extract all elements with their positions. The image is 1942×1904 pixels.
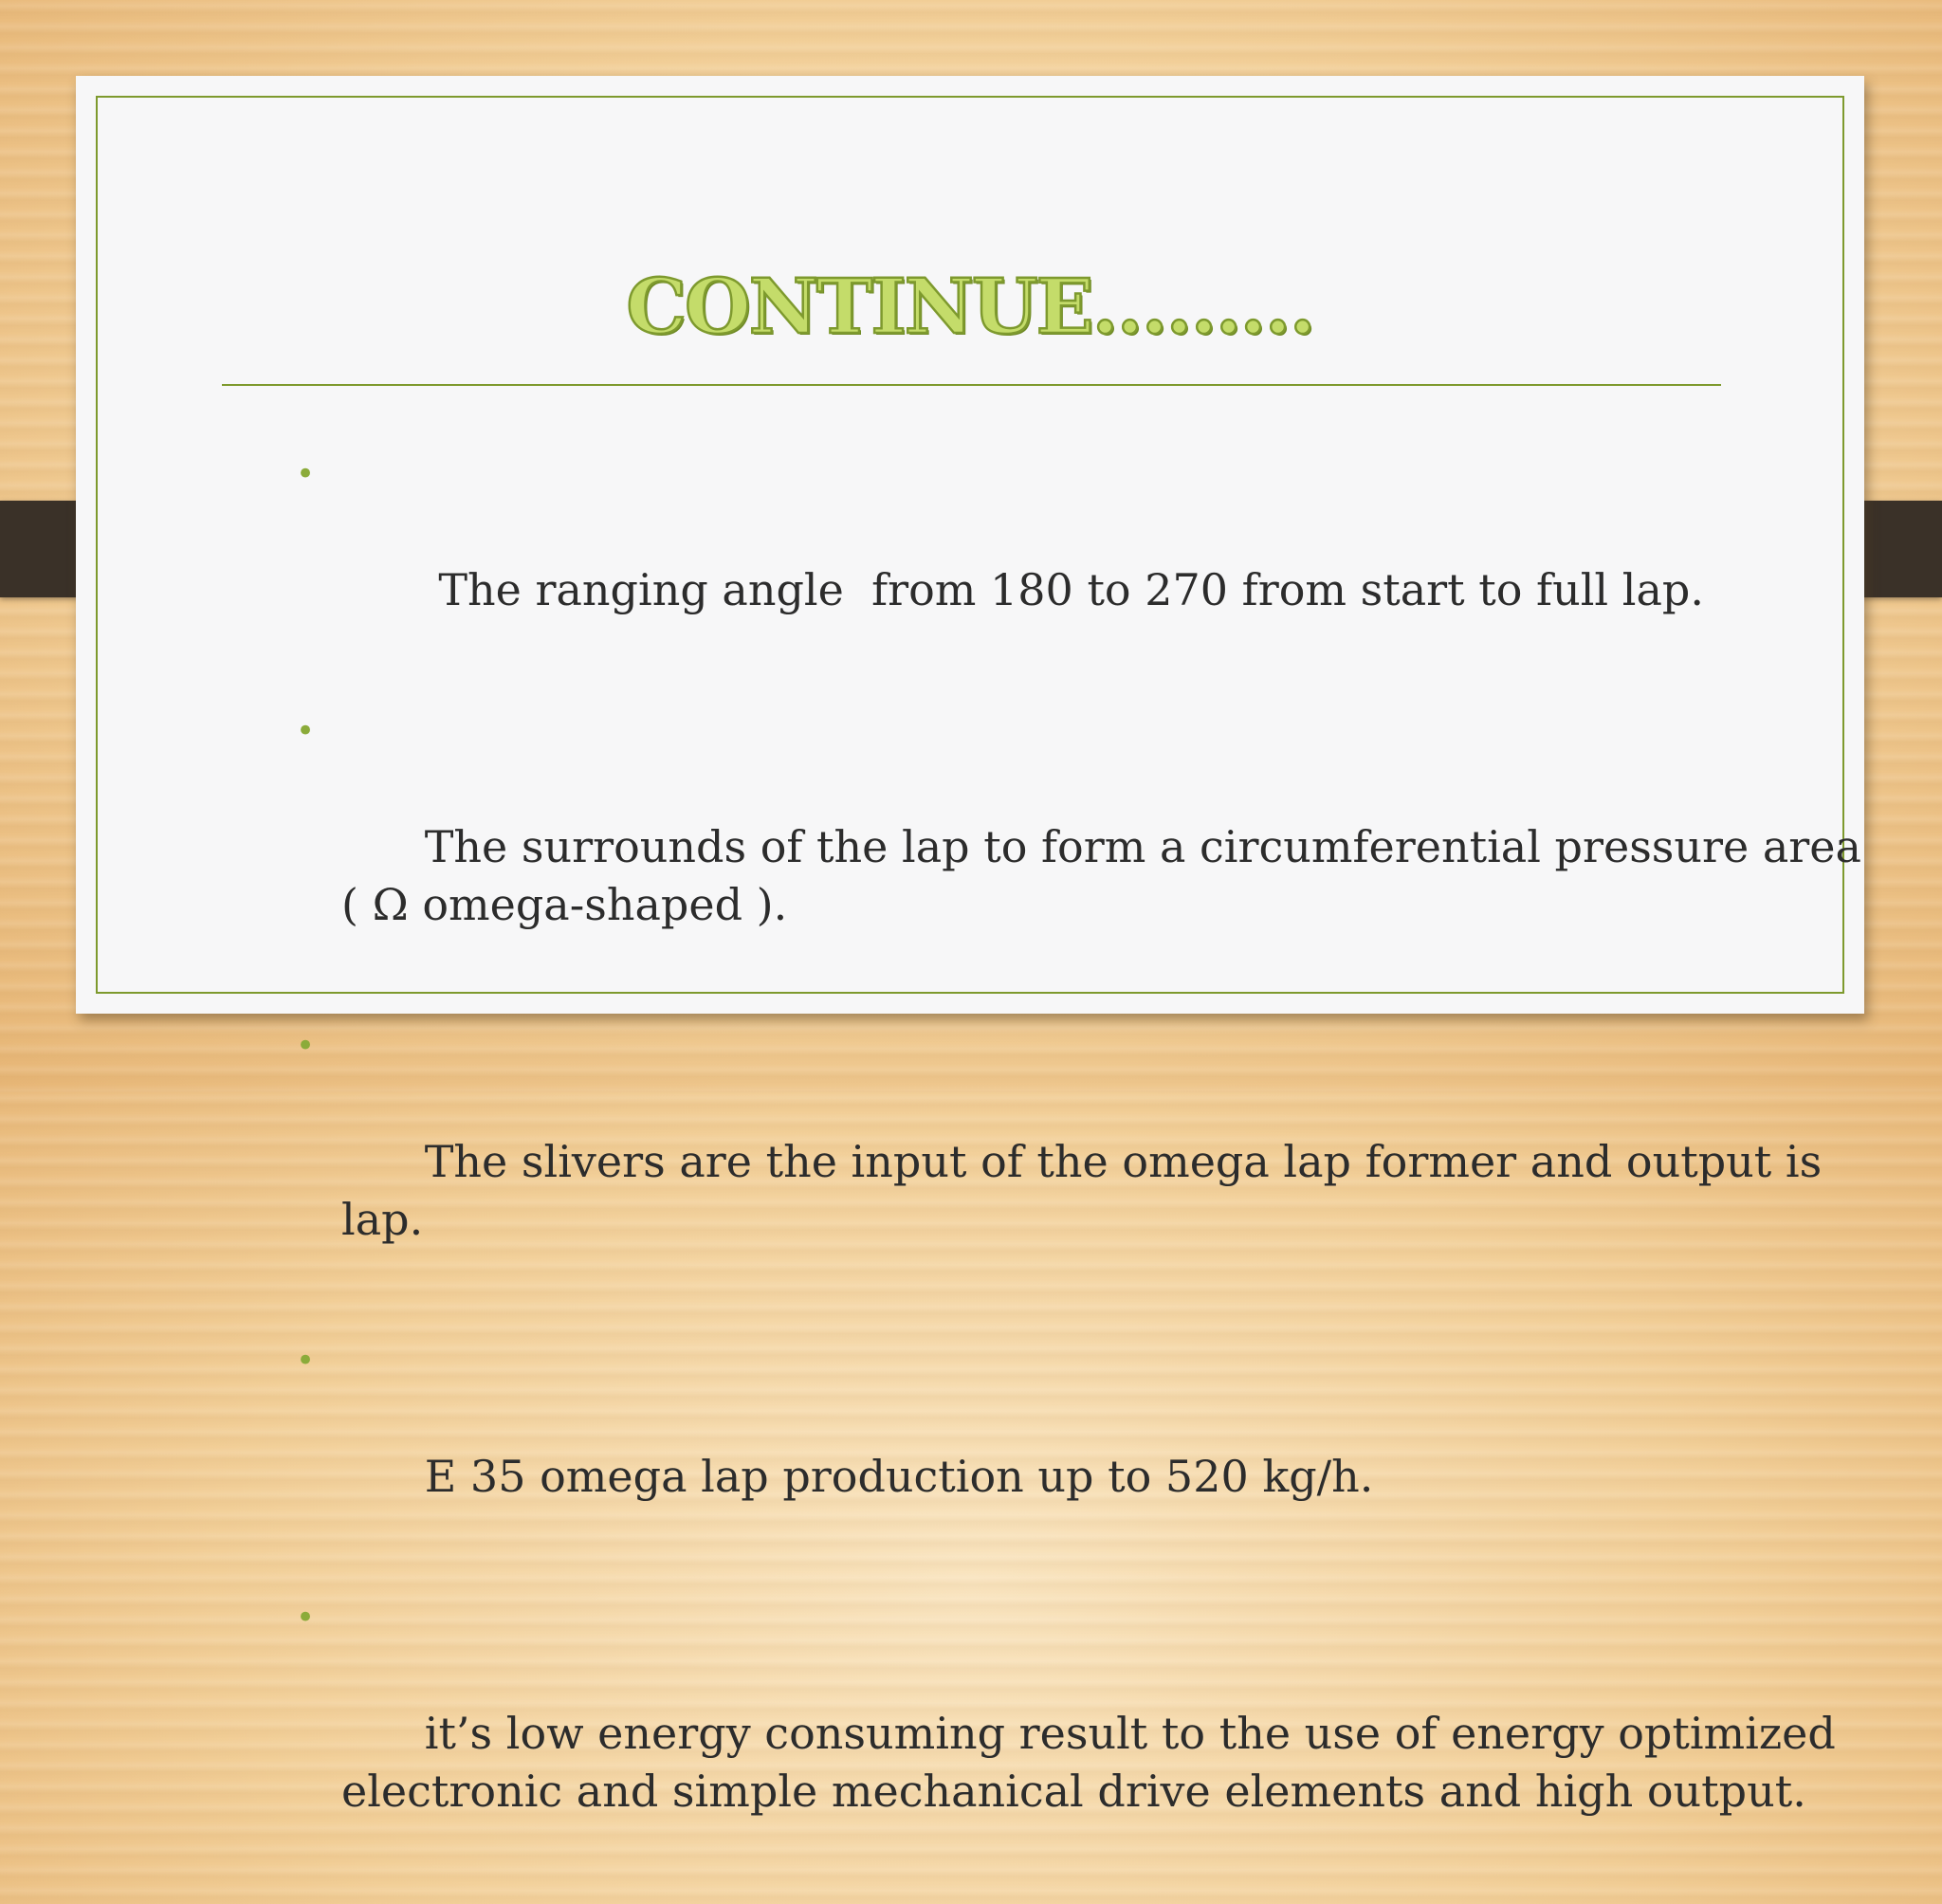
bullet-text: The slivers are the input of the omega lap former and output is lap.: [341, 1136, 1836, 1245]
bullet-text: it’s low energy consuming result to the use of energy optimized electronic and simple mechanical drive elements and high output.: [341, 1708, 1850, 1817]
bullet-icon: •: [296, 1027, 316, 1065]
bullet-item-4: [296, 1332, 1870, 1564]
slide-card: [76, 76, 1876, 1817]
bullet-list: [296, 446, 1876, 1904]
bullet-icon: •: [296, 1599, 316, 1637]
bullet-icon: •: [296, 1342, 316, 1380]
bullet-text: The ranging angle from 180 to 270 from start to full lap.: [424, 564, 1704, 615]
bullet-icon: •: [296, 455, 316, 493]
slide-title: CONTINUE………: [626, 262, 1314, 351]
bullet-item-2: [296, 703, 1876, 992]
title-underline: [222, 384, 1721, 386]
bullet-item-5: [296, 1589, 1870, 1878]
bullet-text: E 35 omega lap production up to 520 kg/h.: [424, 1451, 1374, 1502]
bullet-item-3: [296, 1017, 1870, 1307]
bullet-item-1: [296, 446, 1870, 677]
bullet-text: The surrounds of the lap to form a circumferential pressure area ( Ω omega-shaped ).: [341, 821, 1876, 930]
bullet-icon: •: [296, 712, 316, 750]
